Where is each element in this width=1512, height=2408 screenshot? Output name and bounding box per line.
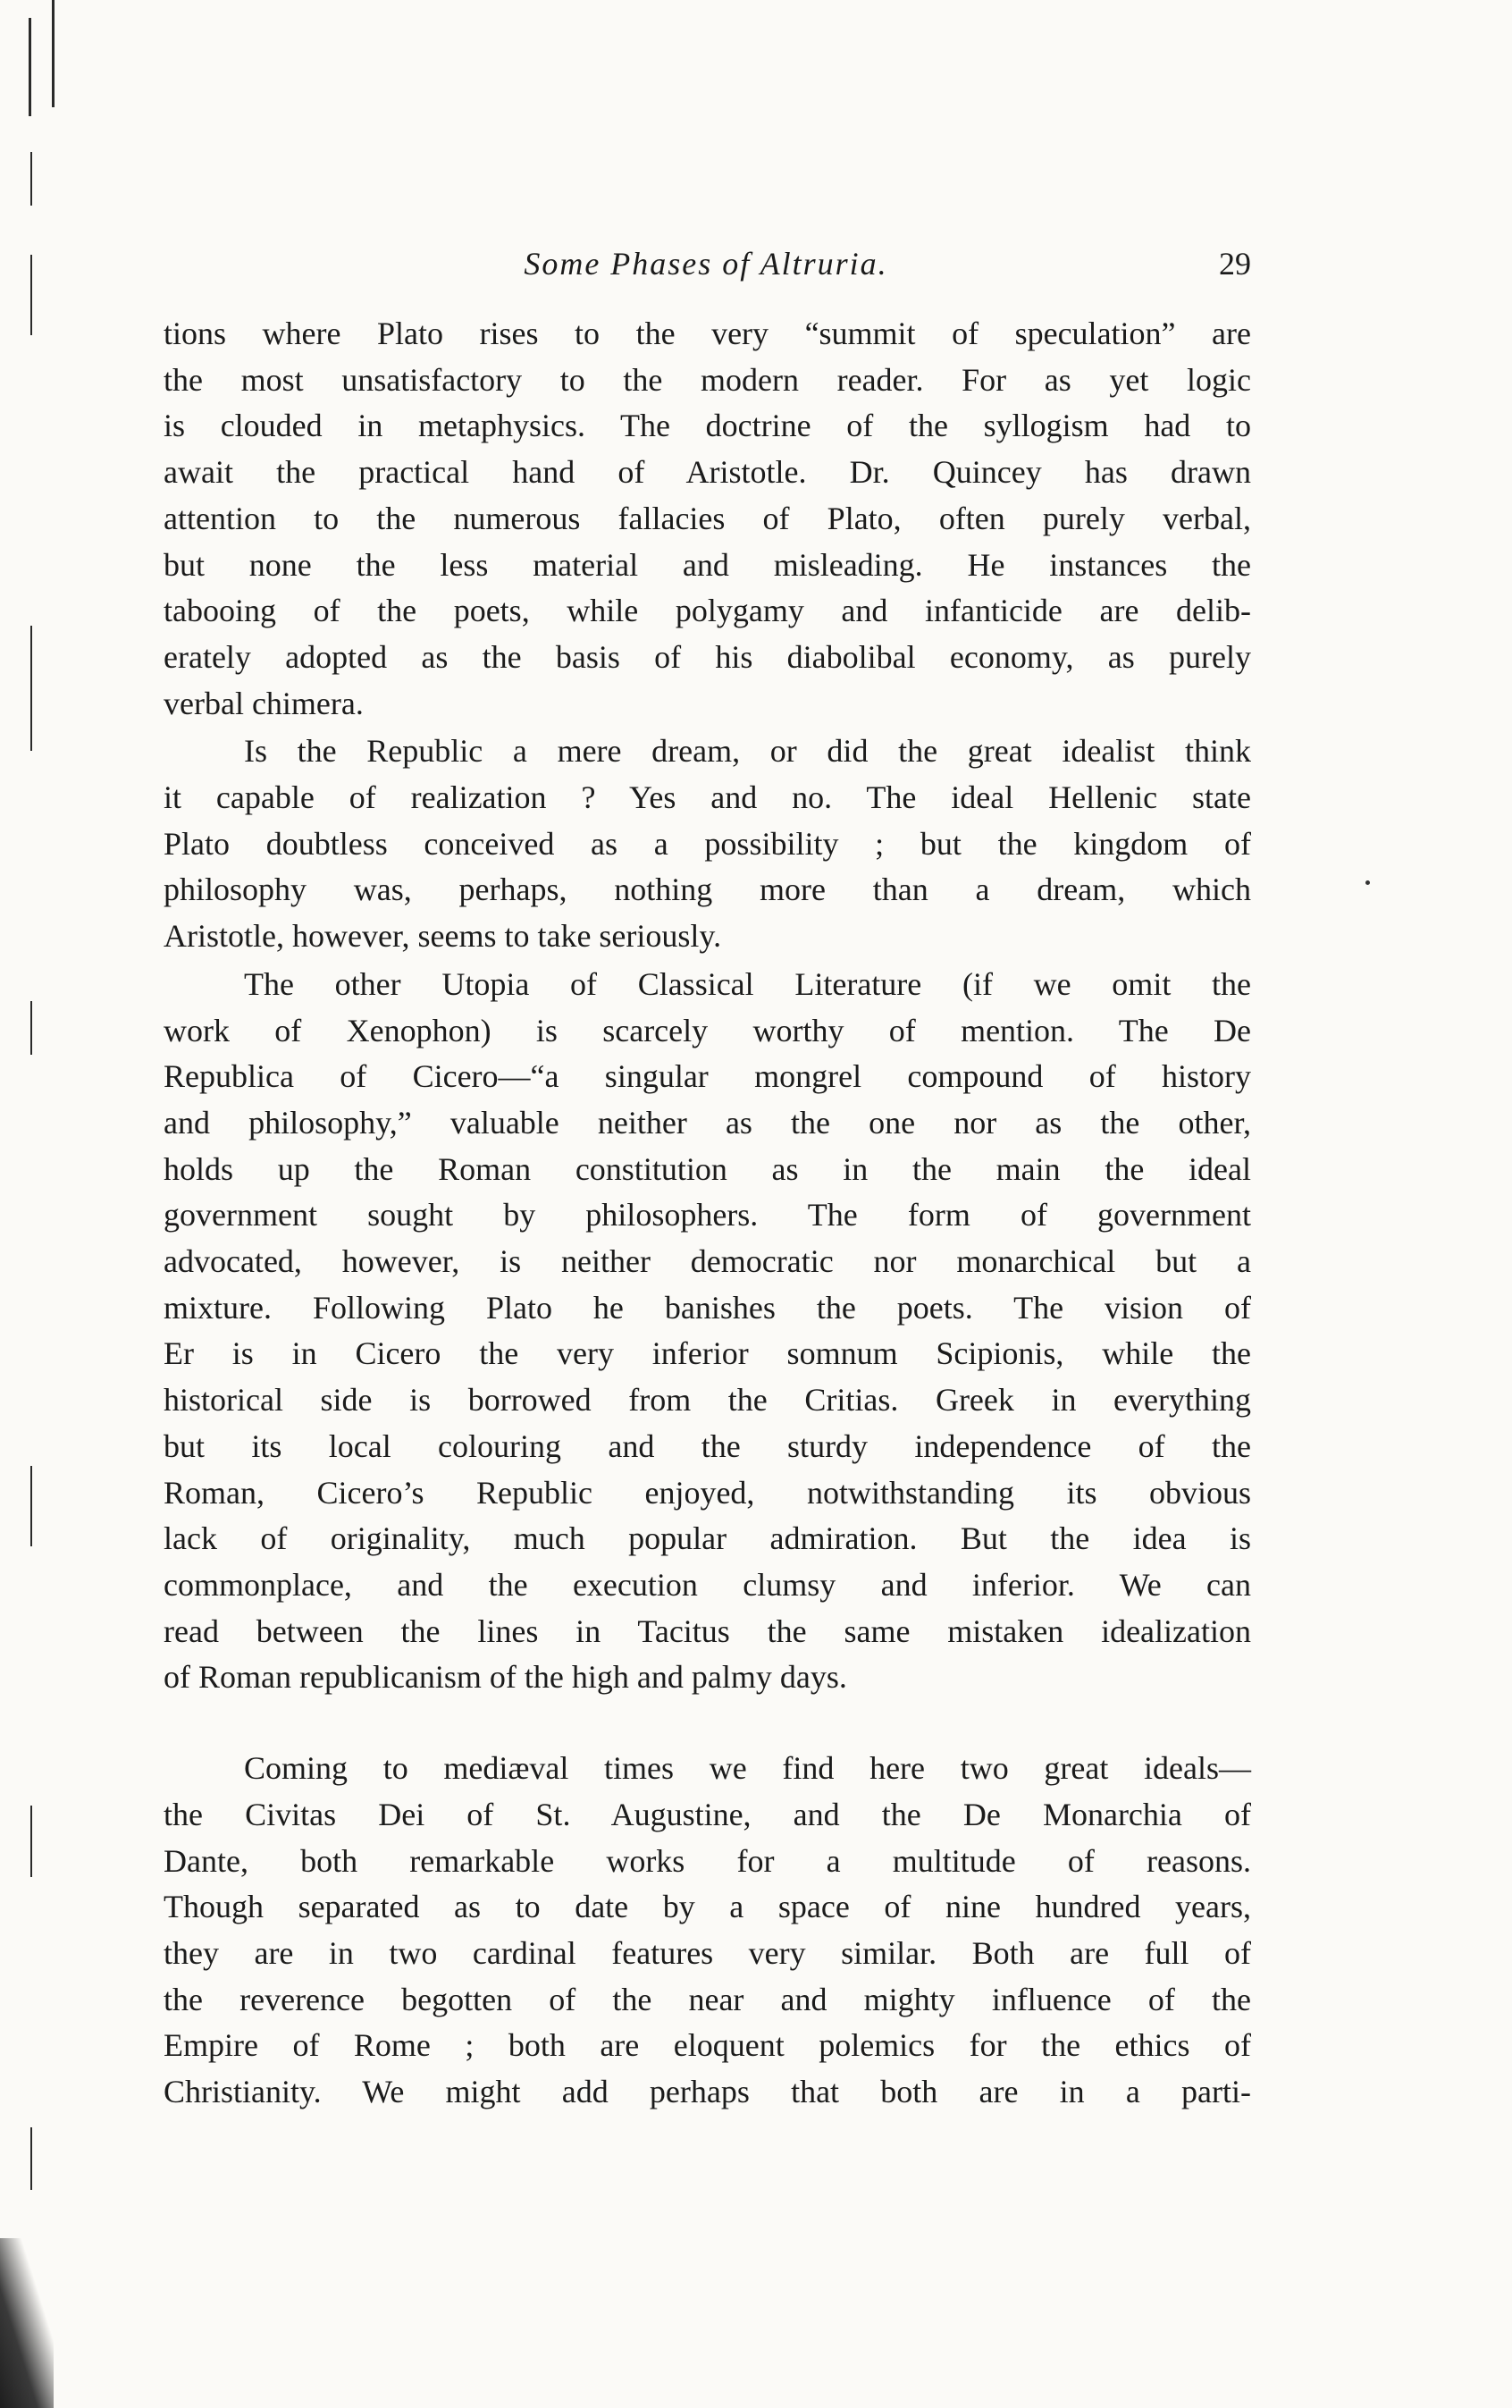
text-line: Plato doubtless conceived as a possibility ; but the kingdom of [164,825,1251,862]
binding-edge-mark [30,1806,32,1877]
text-line: but none the less material and misleading. He instances the [164,546,1251,583]
text-line: government sought by philosophers. The form of government [164,1197,1251,1233]
text-line: it capable of realization ? Yes and no. The ideal Hellenic state [164,779,1251,816]
running-head [161,241,1251,286]
text-line: lack of originality, much popular admiration. But the idea is [164,1520,1251,1557]
stray-ink-mark [1365,880,1370,885]
running-title: Some Phases of Altruria. [524,246,888,282]
text-line: read between the lines in Tacitus the same mistaken idealization [164,1612,1251,1649]
text-line: tions where Plato rises to the very “summit of speculation” are [164,316,1251,351]
text-line: holds up the Roman constitution as in the main the ideal [164,1150,1251,1187]
binding-edge-mark [30,1001,32,1055]
binding-edge-mark [29,18,31,116]
paragraph [164,962,1251,1701]
text-line: Christianity. We might add perhaps that both are in a parti- [164,2074,1251,2110]
text-line: Aristotle, however, seems to take seriously. [164,918,722,955]
text-line: Is the Republic a mere dream, or did the great idealist think [244,733,1251,770]
text-line: verbal chimera. [164,685,364,721]
binding-edge-mark [30,255,32,335]
binding-edge-mark [30,1466,32,1546]
binding-edge-shadow [0,2238,54,2408]
binding-edge [0,0,63,2408]
binding-edge-mark [52,0,55,107]
text-line: tabooing of the poets, while polygamy and infanticide are delib- [164,593,1251,629]
text-line: the most unsatisfactory to the modern reader. For as yet logic [164,361,1251,398]
text-line: advocated, however, is neither democratic nor monarchical but a [164,1243,1251,1280]
binding-edge-mark [30,2127,32,2190]
text-line: erately adopted as the basis of his diabolibal economy, as purely [164,638,1251,675]
page-number: 29 [1219,246,1251,282]
text-line: and philosophy,” valuable neither as the one nor as the other, [164,1104,1251,1141]
text-line: Though separated as to date by a space of nine hundred years, [164,1889,1251,1925]
text-line: Dante, both remarkable works for a multitude of reasons. [164,1842,1251,1879]
text-line: they are in two cardinal features very similar. Both are full of [164,1934,1251,1971]
text-line: of Roman republicanism of the high and palmy days. [164,1659,847,1696]
paragraph [164,311,1251,727]
body-text [164,311,1251,2116]
text-line: but its local colouring and the sturdy independence of the [164,1427,1251,1464]
binding-edge-mark [30,152,32,206]
text-line: Coming to mediæval times we find here two great ideals— [244,1750,1251,1787]
paragraph [164,728,1251,960]
text-line: await the practical hand of Aristotle. Dr. Quincey has drawn [164,454,1251,491]
text-line: philosophy was, perhaps, nothing more than a dream, which [164,871,1251,908]
text-line: The other Utopia of Classical Literature (if we omit the [244,965,1251,1002]
text-line: mixture. Following Plato he banishes the poets. The vision of [164,1289,1251,1326]
paragraph [164,1746,1251,2116]
text-line: Er is in Cicero the very inferior somnum Scipionis, while the [164,1335,1251,1372]
text-line: Republica of Cicero—“a singular mongrel compound of history [164,1058,1251,1095]
text-line: historical side is borrowed from the Critias. Greek in everything [164,1382,1251,1419]
text-line: Roman, Cicero’s Republic enjoyed, notwithstanding its obvious [164,1474,1251,1511]
text-line: the reverence begotten of the near and mighty influence of the [164,1981,1251,2017]
text-line: the Civitas Dei of St. Augustine, and the De Monarchia of [164,1796,1251,1832]
text-line: is clouded in metaphysics. The doctrine of the syllogism had to [164,408,1251,444]
text-line: attention to the numerous fallacies of Plato, often purely verbal, [164,500,1251,536]
text-line: work of Xenophon) is scarcely worthy of mention. The De [164,1012,1251,1048]
binding-edge-mark [30,626,32,751]
text-line: commonplace, and the execution clumsy and inferior. We can [164,1566,1251,1603]
text-line: Empire of Rome ; both are eloquent polemics for the ethics of [164,2027,1251,2064]
